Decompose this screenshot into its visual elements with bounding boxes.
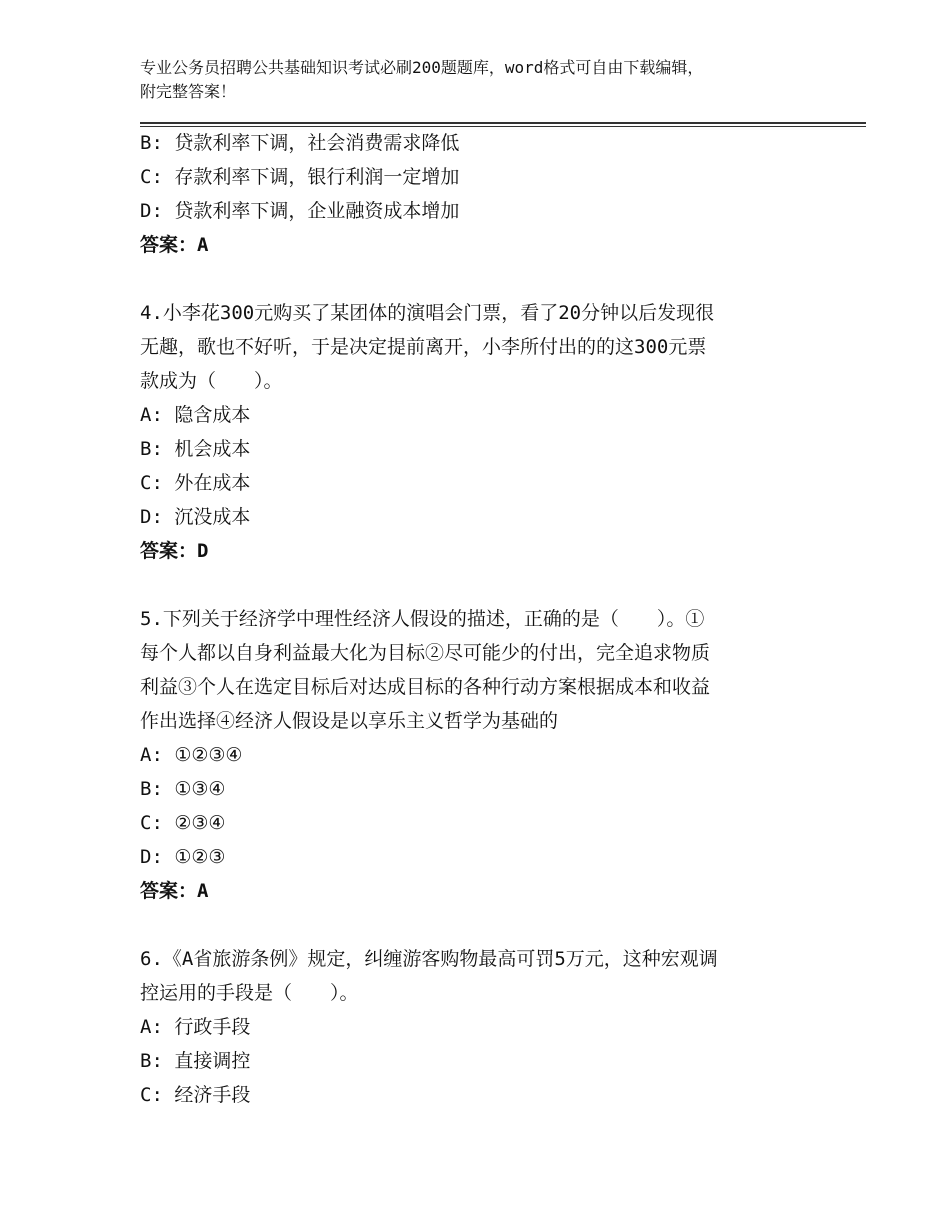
option-b: B: ①③④ xyxy=(140,778,226,800)
document-header xyxy=(140,56,830,104)
question-5 xyxy=(140,602,820,908)
option-c: C: 存款利率下调，银行利润一定增加 xyxy=(140,166,460,188)
question-text-line: 作出选择④经济人假设是以享乐主义哲学为基础的 xyxy=(140,710,559,732)
answer-label: 答案：D xyxy=(140,540,209,562)
answer-label: 答案：A xyxy=(140,234,209,256)
spacer xyxy=(140,568,820,602)
question-text-line: 每个人都以自身利益最大化为目标②尽可能少的付出，完全追求物质 xyxy=(140,642,711,664)
option-d: D: 贷款利率下调，企业融资成本增加 xyxy=(140,200,460,222)
question-text-line: 6.《A省旅游条例》规定，纠缠游客购物最高可罚5万元，这种宏观调 xyxy=(140,948,718,970)
spacer xyxy=(140,262,820,296)
spacer xyxy=(140,908,820,942)
option-c: C: 外在成本 xyxy=(140,472,251,494)
question-4 xyxy=(140,296,820,568)
option-d: D: 沉没成本 xyxy=(140,506,251,528)
answer-label: 答案：A xyxy=(140,880,209,902)
option-c: C: ②③④ xyxy=(140,812,226,834)
option-d: D: ①②③ xyxy=(140,846,226,868)
header-divider-thick xyxy=(140,122,866,124)
option-a: A: 行政手段 xyxy=(140,1016,251,1038)
document-body xyxy=(140,126,820,1112)
header-line-2: 附完整答案！ xyxy=(140,82,237,101)
question-text-line: 5.下列关于经济学中理性经济人假设的描述，正确的是（ ）。① xyxy=(140,608,705,630)
option-b: B: 贷款利率下调，社会消费需求降低 xyxy=(140,132,460,154)
option-b: B: 机会成本 xyxy=(140,438,251,460)
question-text-line: 控运用的手段是（ ）。 xyxy=(140,982,359,1004)
option-b: B: 直接调控 xyxy=(140,1050,251,1072)
question-text-line: 4.小李花300元购买了某团体的演唱会门票，看了20分钟以后发现很 xyxy=(140,302,715,324)
question-text-line: 款成为（ ）。 xyxy=(140,370,283,392)
option-a: A: ①②③④ xyxy=(140,744,243,766)
question-text-line: 无趣，歌也不好听，于是决定提前离开，小李所付出的的这300元票 xyxy=(140,336,707,358)
question-3 xyxy=(140,126,820,262)
question-6 xyxy=(140,942,820,1112)
header-line-1: 专业公务员招聘公共基础知识考试必刷200题题库，word格式可自由下载编辑， xyxy=(140,58,704,77)
option-a: A: 隐含成本 xyxy=(140,404,251,426)
option-c: C: 经济手段 xyxy=(140,1084,251,1106)
question-text-line: 利益③个人在选定目标后对达成目标的各种行动方案根据成本和收益 xyxy=(140,676,711,698)
